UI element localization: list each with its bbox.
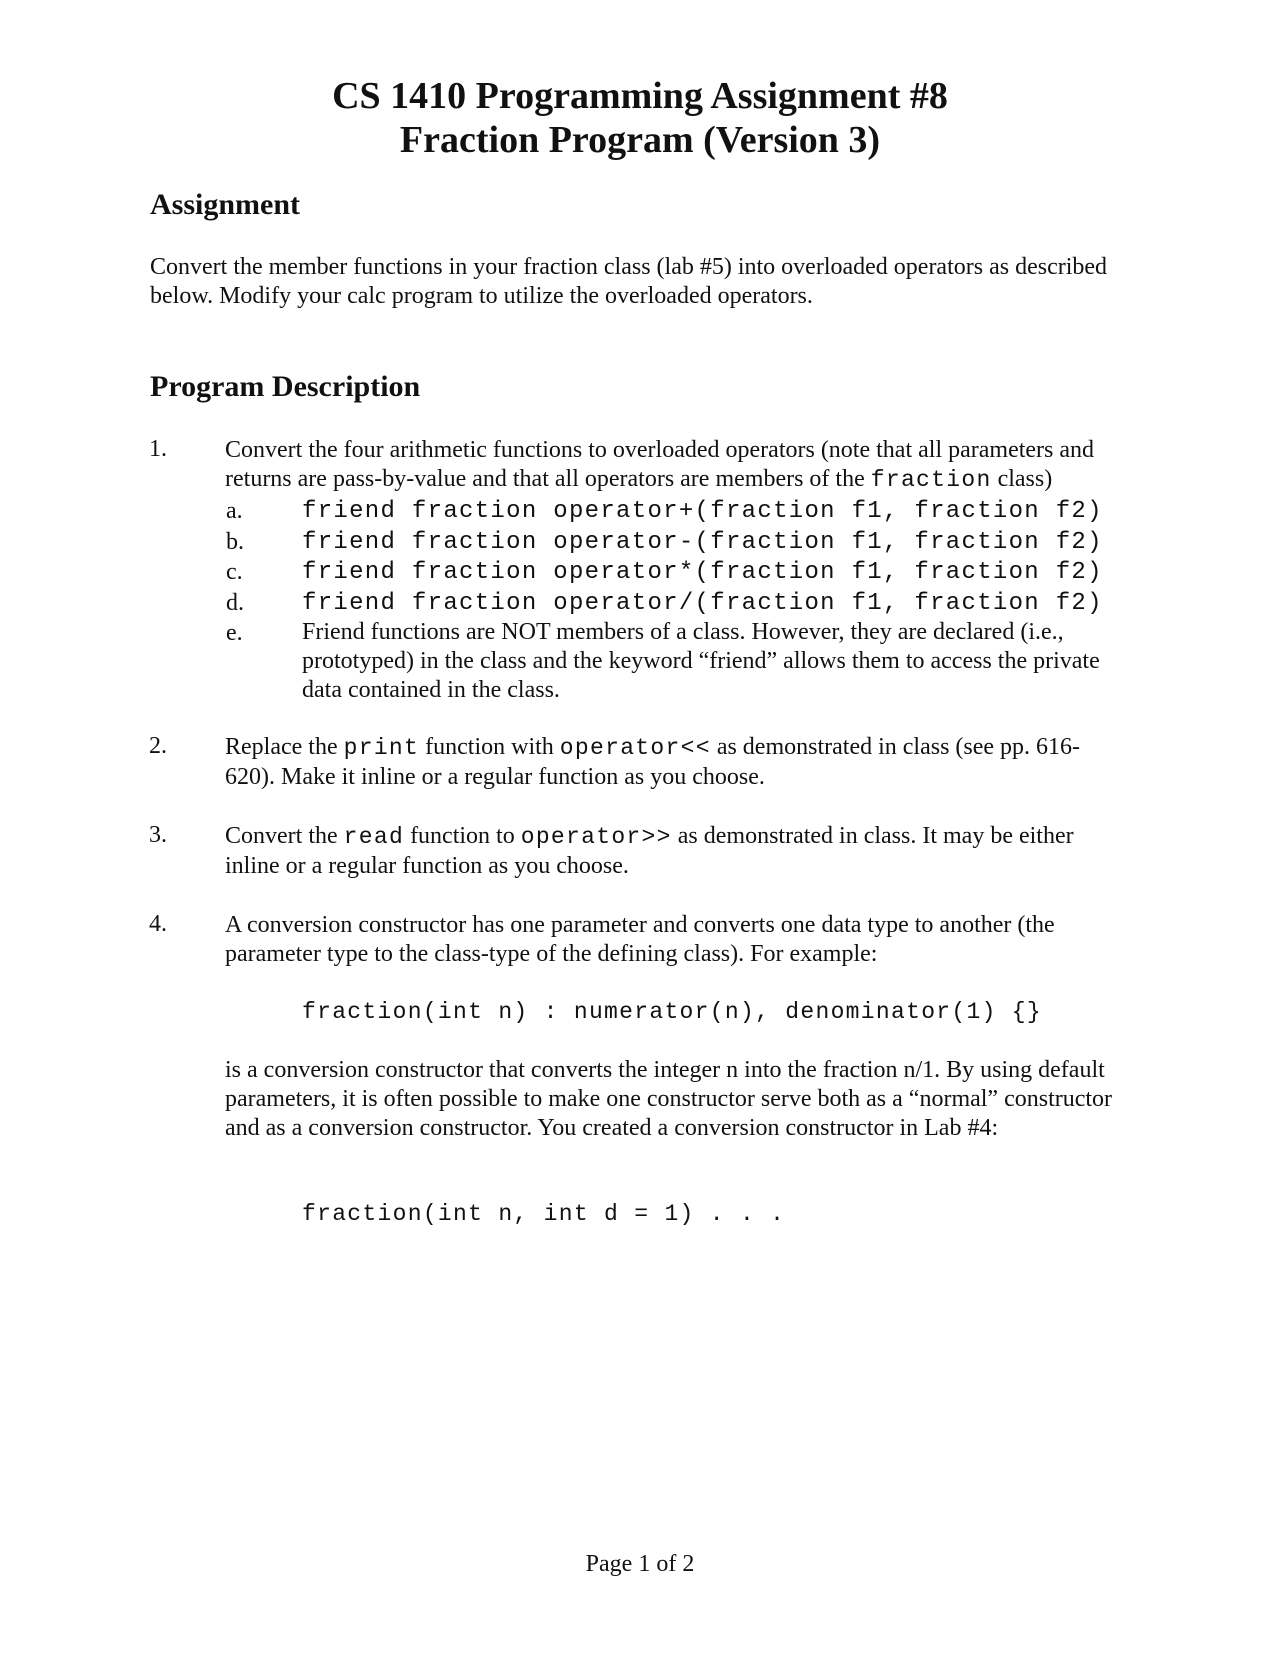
operator-input-code: operator>> <box>520 824 672 850</box>
assignment-text: Convert the member functions in your fraction class (lab #5) into overloaded operators as described below. Modify your calc program to utilize the overloaded operators. <box>150 254 1108 309</box>
print-code: print <box>343 735 420 761</box>
program-description-heading: Program Description <box>150 370 421 403</box>
item-1-text: Convert the four arithmetic functions to overloaded operators (note that all parameters and returns are pass-by-value and that all operators are members of the fraction class) <box>225 437 1095 493</box>
item-1b-code: friend fraction operator-(fraction f1, fraction f2) <box>302 529 1103 556</box>
item-1c-code: friend fraction operator*(fraction f1, fraction f2) <box>302 559 1103 586</box>
item-4-text-1: A conversion constructor has one parameter and converts one data type to another (the parameter type to the class-type of the defining class). For example: <box>225 912 1055 967</box>
document-title <box>0 74 1280 162</box>
item-1-number: 1. <box>149 436 167 462</box>
operator-output-code: operator<< <box>559 735 711 761</box>
item-2-text: Replace the print function with operator<< as demonstrated in class (see pp. 616-620). Make it inline or a regular function as you choose. <box>225 734 1081 790</box>
item-4-text-2: is a conversion constructor that converts the integer n into the fraction n/1. By using default parameters, it is often possible to make one constructor serve both as a “normal” constructor and as a conversion constructor. You created a conversion constructor in Lab #4: <box>225 1057 1113 1141</box>
item-1e-text: Friend functions are NOT members of a class. However, they are declared (i.e., prototyped) in the class and the keyword “friend” allows them to access the private data contained in the class. <box>302 619 1100 703</box>
item-1b-letter: b. <box>226 529 244 555</box>
item-3-number: 3. <box>149 822 167 848</box>
item-1a-letter: a. <box>226 498 243 524</box>
item-1c-letter: c. <box>226 559 243 585</box>
item-1a-code: friend fraction operator+(fraction f1, fraction f2) <box>302 498 1103 525</box>
item-4-number: 4. <box>149 911 167 937</box>
item-1d-code: friend fraction operator/(fraction f1, fraction f2) <box>302 590 1103 617</box>
item-3-text: Convert the read function to operator>> as demonstrated in class. It may be either inline or a regular function as you choose. <box>225 823 1074 879</box>
item-4-code-1: fraction(int n) : numerator(n), denominator(1) {} <box>302 999 1043 1025</box>
assignment-heading: Assignment <box>150 188 301 221</box>
fraction-code: fraction <box>870 467 992 493</box>
read-code: read <box>343 824 405 850</box>
item-1d-letter: d. <box>226 590 244 616</box>
page-number: Page 1 of 2 <box>585 1551 695 1577</box>
item-2-number: 2. <box>149 733 167 759</box>
item-1e-letter: e. <box>226 620 243 646</box>
item-4-code-2: fraction(int n, int d = 1) . . . <box>302 1201 786 1227</box>
title-line-1: CS 1410 Programming Assignment #8 <box>332 75 948 117</box>
title-line-2: Fraction Program (Version 3) <box>399 119 881 161</box>
